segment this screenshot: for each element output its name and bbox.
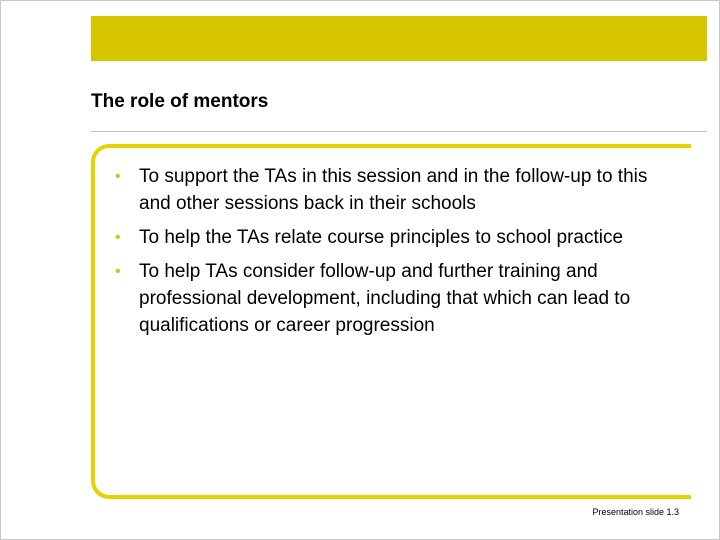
bullet-icon: • xyxy=(115,229,121,246)
title-divider xyxy=(91,131,707,132)
bullet-list xyxy=(113,163,653,346)
bullet-icon: • xyxy=(115,263,121,280)
bullet-item xyxy=(113,258,653,339)
bullet-item xyxy=(113,163,653,217)
bullet-text: To support the TAs in this session and in the follow-up to this and other sessions back in their schools xyxy=(139,166,648,214)
bullet-text: To help TAs consider follow-up and further training and professional development, including that which can lead to qualifications or career progression xyxy=(139,261,631,336)
header-accent-band xyxy=(91,16,707,61)
slide-title: The role of mentors xyxy=(91,91,269,112)
slide-number: Presentation slide 1.3 xyxy=(592,507,679,517)
bullet-item xyxy=(113,224,653,251)
bullet-text: To help the TAs relate course principles to school practice xyxy=(139,227,624,248)
bullet-icon: • xyxy=(115,168,121,185)
